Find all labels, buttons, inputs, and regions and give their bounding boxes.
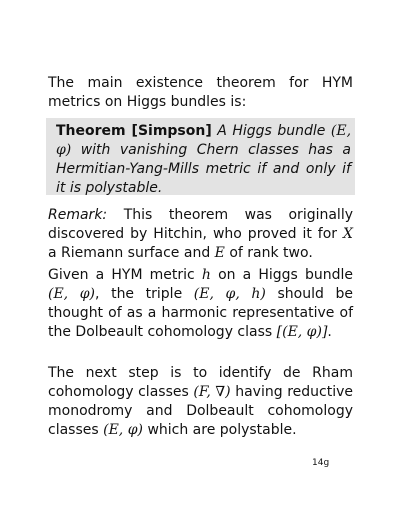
higgs-text-3: , the triple — [95, 286, 183, 302]
remark-text-3: of rank two. — [229, 245, 313, 261]
theorem-higgs-pair: (E, φ) — [56, 123, 352, 158]
harmonic-representative-paragraph — [48, 266, 353, 342]
theorem-label: Theorem [Simpson] — [56, 123, 212, 139]
theorem-body-end: with vanishing Chern classes has a Hermitian-Yang-Mills metric if and only if it is polystable. — [56, 142, 351, 196]
higgs-triple: (E, φ, h) — [193, 286, 266, 302]
next-text-3: which are polystable. — [147, 422, 297, 438]
higgs-pair: (E, φ) — [48, 286, 96, 302]
remark-label: Remark: — [48, 207, 108, 223]
intro-paragraph — [48, 74, 353, 112]
next-text-1: The next step is to identify de Rham cohomology classes — [48, 365, 353, 400]
remark-text-1: This theorem was originally discovered by Hitchin, who proved it for — [48, 207, 353, 242]
de-rham-pair: (F, ∇) — [193, 384, 231, 400]
page-number: 14g — [312, 458, 330, 468]
dolbeault-class: [(E, φ)] — [276, 324, 328, 340]
next-step-paragraph — [48, 364, 353, 440]
higgs-text-4: should be thought of as a harmonic representative of the Dolbeault cohomology class — [48, 286, 353, 340]
dolbeault-pair: (E, φ) — [103, 422, 143, 438]
higgs-metric-h: h — [201, 267, 211, 283]
intro-text: The main existence theorem for HYM metrics on Higgs bundles is: — [48, 75, 353, 110]
higgs-text-5: . — [327, 324, 332, 340]
higgs-text-1: Given a HYM metric — [48, 267, 195, 283]
remark-text-2: a Riemann surface and — [48, 245, 211, 261]
remark-X: X — [343, 226, 353, 242]
remark-E: E — [214, 245, 225, 261]
theorem-statement — [56, 122, 351, 198]
theorem-box — [46, 118, 355, 195]
higgs-text-2: on a Higgs bundle — [218, 267, 353, 283]
remark-paragraph — [48, 206, 353, 263]
next-text-2: having reductive monodromy and Dolbeault cohomology classes — [48, 384, 353, 438]
theorem-body-start: A Higgs bundle — [217, 123, 326, 139]
